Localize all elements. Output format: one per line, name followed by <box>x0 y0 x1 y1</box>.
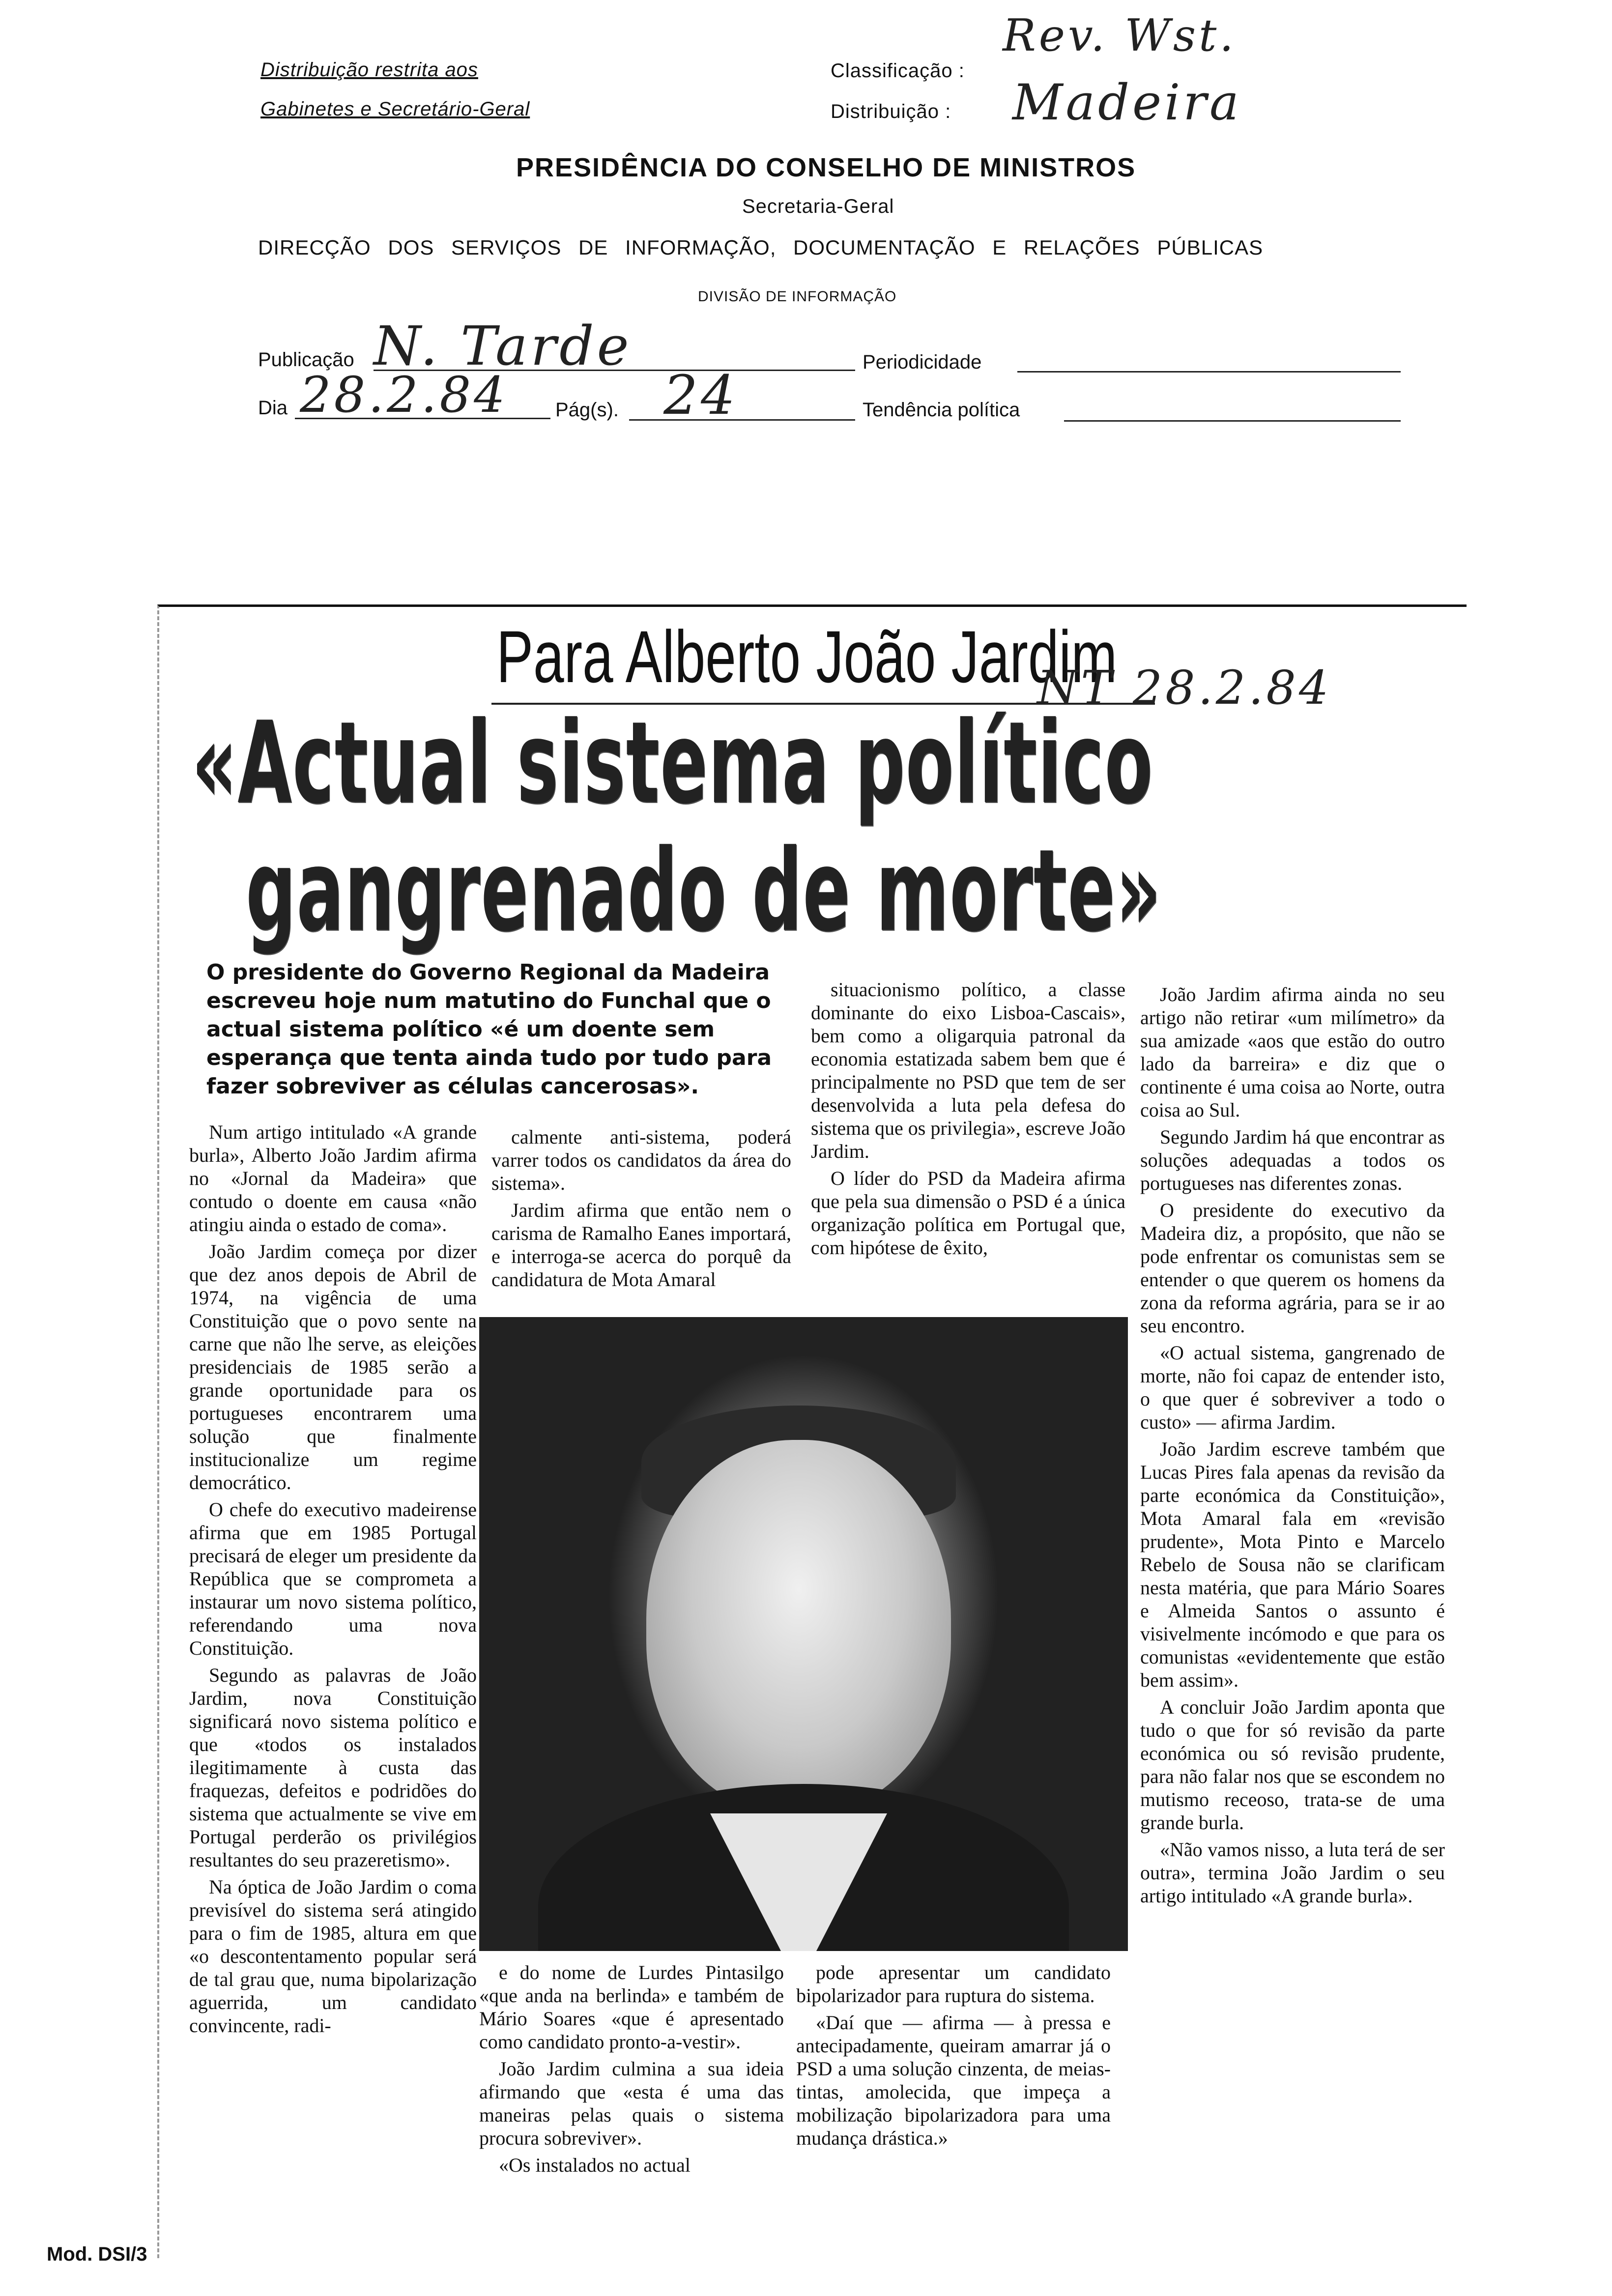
handwritten-distribution: Madeira <box>1012 74 1242 131</box>
article-column-4 <box>1140 983 1445 2221</box>
paragraph: «Não vamos nisso, a luta terá de ser outra», termina João Jardim o seu artigo intitulado «A grande burla». <box>1140 1838 1445 1907</box>
paragraph: João Jardim afirma ainda no seu artigo não retirar «um milímetro» da sua amizade «aos que estão do outro lado da barreira» e diz que o continente é uma coisa ao Norte, outra coisa ao Sul. <box>1140 983 1445 1121</box>
day-value: 28.2.84 <box>300 366 508 424</box>
periodicity-label: Periodicidade <box>863 351 982 373</box>
paragraph: O chefe do executivo madeirense afirma que em 1985 Portugal precisará de eleger um presidente da República que se comprometa a instaurar um novo sistema político, referendando uma nova Constituição. <box>189 1498 477 1659</box>
directorate: DIRECÇÃO DOS SERVIÇOS DE INFORMAÇÃO, DOCUMENTAÇÃO E RELAÇÕES PÚBLICAS <box>258 236 1264 259</box>
article-lead: O presidente do Governo Regional da Madeira escreveu hoje num matutino do Funchal que o actual sistema político «é um doente sem esperança que tenta ainda tudo por tudo para fazer sobreviver as células cancerosas». <box>206 960 772 1099</box>
paragraph: João Jardim começa por dizer que dez anos depois de Abril de 1974, na vigência de uma Constituição que o povo sente na carne que não lhe serve, as eleições presidenciais de 1985 serão a grande oportunidade para os portugueses encontrarem uma solução que finalmente institucionalize um regime democrático. <box>189 1240 477 1493</box>
paragraph: O presidente do executivo da Madeira diz, a propósito, que não se pode enfrentar os comunistas sem se entender o que querem os homens da zona da reforma agrária, para se ir ao seu encontro. <box>1140 1199 1445 1337</box>
article-column-2-top <box>491 1125 791 1312</box>
publication-label: Publicação <box>258 349 354 371</box>
paragraph: A concluir João Jardim aponta que tudo o que for só revisão da parte económica ou só revisão prudente, para não falar nos que se escondem no mutismo receoso, trata-se de uma grande burla. <box>1140 1696 1445 1834</box>
paragraph: «Os instalados no actual <box>499 2154 691 2176</box>
article-column-3-bottom <box>796 1961 1111 2216</box>
tendency-label: Tendência política <box>863 399 1020 421</box>
pages-field-line <box>629 419 855 421</box>
tendency-field-line <box>1064 420 1401 422</box>
portrait-photo <box>479 1317 1128 1951</box>
article-column-3-top <box>811 978 1125 1312</box>
day-label: Dia <box>258 397 288 419</box>
paragraph: «Daí que — afirma — à pressa e antecipadamente, queiram amarrar já o PSD a uma solução cinzenta, de meias-tintas, amolecida, que impeça a mobilização bipolarizadora para uma mudança drástica.» <box>796 2011 1111 2149</box>
distribution-label: Distribuição : <box>831 101 951 122</box>
headline-line2: gangrenado de morte» <box>246 826 1162 957</box>
periodicity-field-line <box>1017 371 1401 373</box>
paragraph: Jardim afirma que então nem o carisma de Ramalho Eanes importará, e interroga-se acerca do porquê da candidatura de Mota Amaral <box>491 1199 791 1291</box>
article-column-2-bottom <box>479 1961 784 2216</box>
org-subtitle: Secretaria-Geral <box>742 196 894 217</box>
distribution-note-line2: Gabinetes e Secretário-Geral <box>260 98 530 120</box>
distribution-note-line1: Distribuição restrita aos <box>260 59 478 81</box>
publication-value: N. Tarde <box>374 315 632 377</box>
paragraph: João Jardim culmina a sua ideia afirmando que «esta é uma das maneiras pelas quais o sistema procura sobreviver». <box>479 2058 784 2149</box>
photo-face <box>646 1440 951 1813</box>
pages-value: 24 <box>663 364 738 427</box>
handwritten-annotation: NT 28.2.84 <box>1037 661 1332 715</box>
paragraph: pode apresentar um candidato bipolarizador para ruptura do sistema. <box>796 1961 1111 2007</box>
paragraph: situacionismo político, a classe dominante do eixo Lisboa-Cascais», bem como a oligarquia patronal da economia estatizada sabem bem que é principalmente no PSD que tem de ser desenvolvida a luta pela defesa do sistema que os privilegia», escreve João Jardim. <box>811 978 1125 1162</box>
form-model-code: Mod. DSI/3 <box>47 2243 147 2265</box>
paragraph: João Jardim escreve também que Lucas Pires fala apenas da revisão da parte económica da Constituição», Mota Amaral fala em «revisão prudente», Mota Pinto e Marcelo Rebelo de Sousa não se clarificam nesta matéria, que para Mário Soares e Almeida Santos o assunto é visivelmente incómodo e que para os comunistas «evidentemente que estão bem assim». <box>1140 1438 1445 1691</box>
paragraph: «O actual sistema, gangrenado de morte, não foi capaz de entender isto, o que quer é sobreviver a todo o custo» — afirma Jardim. <box>1140 1342 1445 1433</box>
article-column-1 <box>189 1120 477 2211</box>
division: DIVISÃO DE INFORMAÇÃO <box>698 288 897 305</box>
paragraph: calmente anti-sistema, poderá varrer todos os candidatos da área do sistema». <box>491 1126 791 1194</box>
paragraph: Na óptica de João Jardim o coma previsível do sistema será atingido para o fim de 1985, altura em que «o descontentamento popular será de tal grau que, numa bipolarização aguerrida, um candidato convincente, radi- <box>189 1876 477 2037</box>
paragraph: Segundo as palavras de João Jardim, nova Constituição significará novo sistema político e que «todos os instalados ilegitimamente à custa das fraquezas, defeitos e podridões do sistema que actualmente se vive em Portugal perderão os privilégios resultantes do seu prazeretismo». <box>189 1664 477 1871</box>
paragraph: Num artigo intitulado «A grande burla», Alberto João Jardim afirma no «Jornal da Madeira» que contudo o doente em causa «não atingiu ainda o estado de coma». <box>189 1121 477 1235</box>
paragraph: e do nome de Lurdes Pintasilgo «que anda na berlinda» e também de Mário Soares «que é apresentado como candidato pronto-a-vestir». <box>479 1961 784 2053</box>
handwritten-classification: Rev. Wst. <box>1003 10 1237 61</box>
paragraph: Segundo Jardim há que encontrar as soluções adequadas a todos os portugueses nas diferentes zonas. <box>1140 1126 1445 1194</box>
article-kicker: Para Alberto João Jardim <box>496 615 1118 698</box>
org-title: PRESIDÊNCIA DO CONSELHO DE MINISTROS <box>516 153 1136 182</box>
paragraph: O líder do PSD da Madeira afirma que pela sua dimensão o PSD é a única organização política em Portugal que, com hipótese de êxito, <box>811 1167 1125 1259</box>
pages-label: Pág(s). <box>555 399 619 421</box>
headline-line1: «Actual sistema político <box>192 698 1153 829</box>
classification-label: Classificação : <box>831 60 965 82</box>
